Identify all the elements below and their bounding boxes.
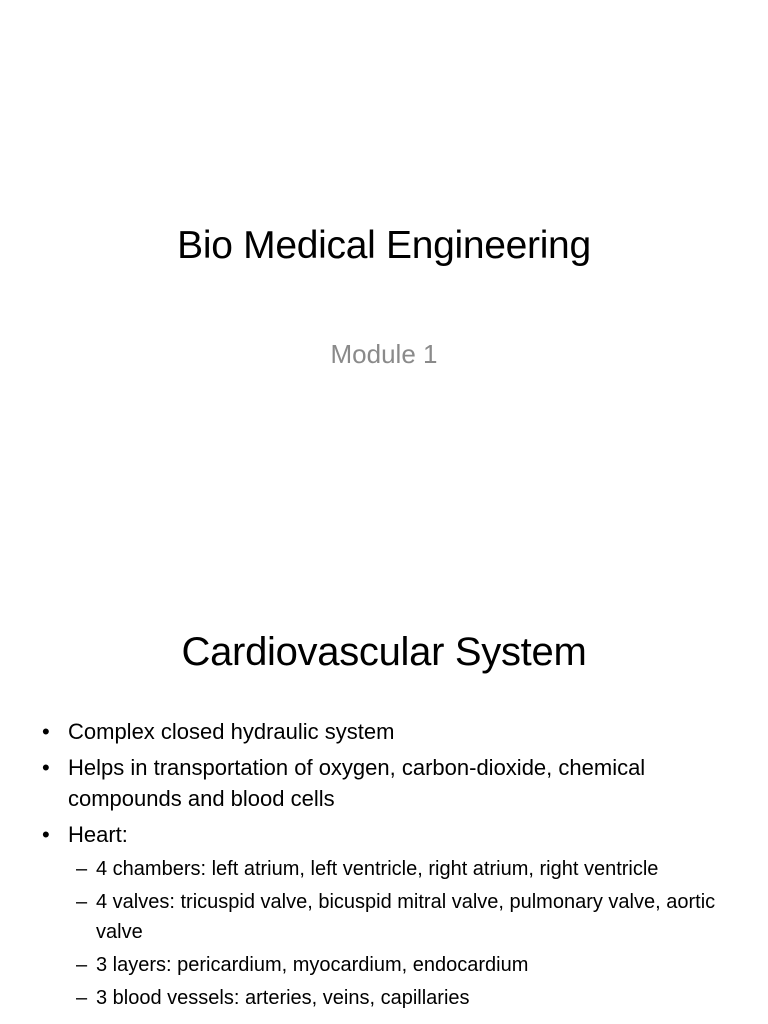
bullet-item [40,819,740,1013]
bullet-text: Heart: [68,822,128,847]
sub-bullet-marker: – [76,858,88,880]
slide-heading: Cardiovascular System [181,630,587,674]
bullet-list [40,716,740,1018]
bullet-text: Complex closed hydraulic system [68,719,395,744]
bullet-marker: • [42,822,50,847]
bullet-text: Helps in transportation of oxygen, carbon-dioxide, chemical compounds and blood cells [68,755,646,811]
sub-bullet-item [76,983,740,1013]
slide-title-heading: Bio Medical Engineering [177,224,591,267]
sub-bullet-text: 4 chambers: left atrium, left ventricle, right atrium, right ventricle [96,858,659,880]
sub-bullet-marker: – [76,987,88,1009]
sub-bullet-marker: – [76,891,88,913]
sub-bullet-text: 3 blood vessels: arteries, veins, capillaries [96,987,470,1009]
sub-bullet-marker: – [76,954,88,976]
sub-bullet-text: 3 layers: pericardium, myocardium, endocardium [96,954,529,976]
sub-bullet-item [76,854,740,884]
bullet-marker: • [42,755,50,780]
slide-cardiovascular [0,576,768,1024]
sub-bullet-text: 4 valves: tricuspid valve, bicuspid mitral valve, pulmonary valve, aortic valve [96,891,716,943]
slide-subtitle: Module 1 [330,339,438,369]
bullet-item [40,716,740,747]
sub-bullet-item [76,950,740,980]
sub-bullet-list [68,854,740,1013]
bullet-item [40,752,740,814]
sub-bullet-item [76,887,740,947]
bullet-marker: • [42,719,50,744]
